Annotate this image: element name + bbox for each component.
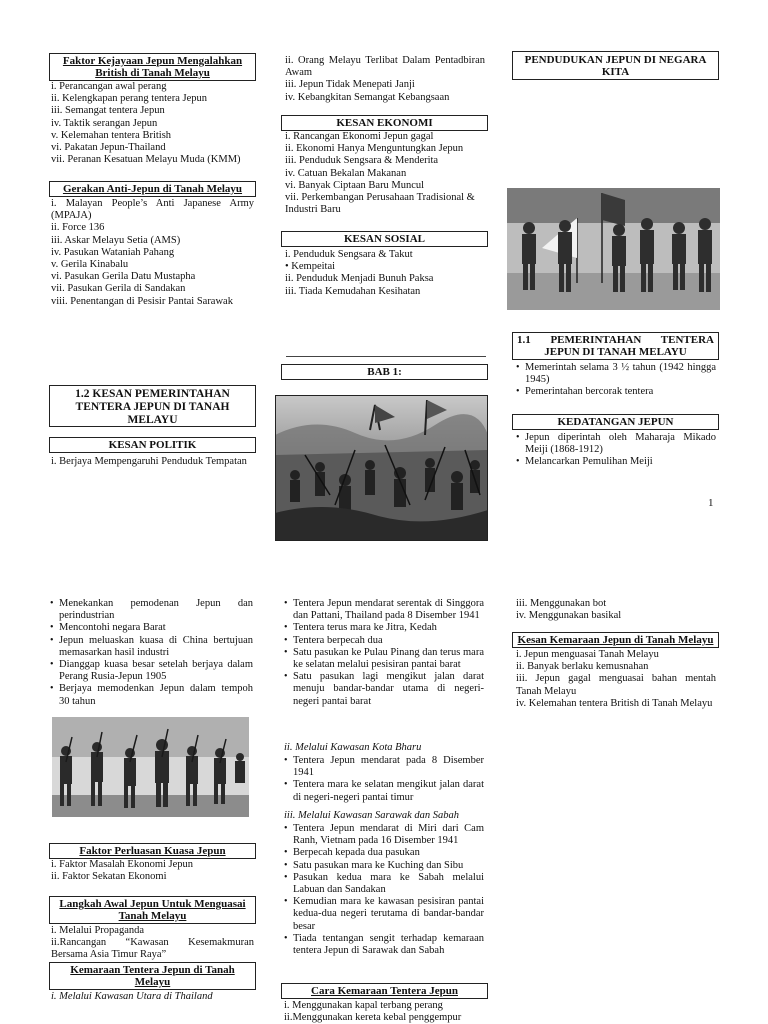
kemaraan-title — [49, 962, 256, 990]
kota-bharu-heading: ii. Melalui Kawasan Kota Bharu — [284, 742, 422, 753]
kesan-kemaraan-title-text: Kesan Kemaraan Jepun di Tanah Melayu — [517, 634, 714, 646]
list-item: • Melancarkan Pemulihan Meiji — [516, 456, 716, 468]
kedatangan-title — [512, 414, 719, 430]
list-item: • Jepun diperintah oleh Maharaja Mikado Meiji (1868-1912) — [516, 432, 716, 456]
list-item: • Tentera berpecah dua — [284, 635, 484, 647]
meiji-bullets — [50, 598, 253, 708]
section-1-1-title — [512, 332, 719, 360]
kemaraan-title-text: Kemaraan Tentera Jepun di Tanah Melayu — [70, 964, 235, 988]
list-item: iv. Catuan Bekalan Makanan — [285, 167, 407, 179]
list-item: iii. Jepun Tidak Menepati Janji — [285, 79, 415, 91]
list-item: iii. Semangat tentera Jepun — [51, 105, 165, 117]
list-item: i. Malayan People’s Anti Japanese Army (MPAJA) — [51, 198, 254, 222]
perluasan-title — [49, 843, 256, 859]
kesan-kemaraan-list — [516, 649, 716, 710]
list-item: • Satu pasukan ke Pulau Pinang dan terus mara ke selatan melalui pesisiran pantai barat — [284, 647, 484, 671]
list-item: vi. Pasukan Gerila Datu Mustapha — [51, 271, 196, 283]
pendudukan-title — [512, 51, 719, 80]
list-item: • Berjaya memodenkan Jepun dalam tempoh 30 tahun — [50, 683, 253, 707]
sarawak-sabah-bullets — [284, 823, 484, 957]
list-item: iii. Menggunakan bot — [516, 598, 607, 609]
list-item: iv. Kelemahan tentera British di Tanah Melayu — [516, 697, 713, 709]
cara-kemaraan-list — [284, 1000, 488, 1024]
list-item: iv. Pasukan Wataniah Pahang — [51, 246, 175, 258]
list-item: ii. Orang Melayu Terlibat Dalam Pentadbiran Awam — [285, 55, 485, 79]
list-item: • Tentera mara ke selatan mengikut jalan darat di negeri-negeri pantai timur — [284, 779, 484, 803]
list-item: ii.Menggunakan kereta kebal penggempur — [284, 1012, 462, 1024]
cara-kemaraan-continued-list — [516, 598, 716, 622]
list-item: • Kemudian mara ke kawasan pesisiran pantai kedua-dua negeri terutama di bandar-bandar besar — [284, 896, 484, 933]
list-item: iv. Menggunakan basikal — [516, 610, 622, 622]
list-item: i. Menggunakan kapal terbang perang — [284, 1000, 443, 1011]
list-item: ii. Banyak berlaku kemusnahan — [516, 661, 649, 673]
politik-title — [49, 437, 256, 453]
list-item: iii. Jepun gagal menguasai bahan mentah Tanah Melayu — [516, 673, 716, 697]
anti-japan-title — [49, 181, 256, 197]
list-item: vii. Pasukan Gerila di Sandakan — [51, 283, 186, 295]
kota-bharu-bullets — [284, 755, 484, 804]
list-item: ii. Ekonomi Hanya Menguntungkan Jepun — [285, 143, 464, 155]
ekonomi-title-text: KESAN EKONOMI — [336, 117, 433, 129]
list-item: v. Gerila Kinabalu — [51, 259, 129, 271]
list-item: iii. Penduduk Sengsara & Menderita — [285, 155, 439, 167]
sosial-list — [285, 249, 487, 298]
kemaraan-list — [51, 991, 254, 1003]
kedatangan-title-text: KEDATANGAN JEPUN — [557, 416, 674, 428]
cara-kemaraan-title — [281, 983, 488, 999]
list-item: i. Penduduk Sengsara & Takut — [285, 249, 413, 260]
list-item: i. Jepun menguasai Tanah Melayu — [516, 649, 659, 660]
sosial-title-text: KESAN SOSIAL — [343, 233, 425, 245]
list-item: vi. Banyak Ciptaan Baru Muncul — [285, 179, 425, 191]
list-item: iv. Kebangkitan Semangat Kebangsaan — [285, 91, 450, 103]
list-item: • Kempeitai — [285, 261, 336, 273]
langkah-awal-title — [49, 896, 256, 924]
list-item: • Memerintah selama 3 ½ tahun (1942 hingga 1945) — [516, 362, 716, 386]
success-factors-title-text: Faktor Kejayaan Jepun Mengalahkan British di Tanah Melayu — [62, 55, 243, 79]
anti-japan-list — [51, 198, 254, 308]
ekonomi-list — [285, 131, 487, 216]
thailand-route-bullets — [284, 598, 484, 708]
perluasan-list — [51, 859, 254, 883]
list-item: i. Perancangan awal perang — [51, 81, 167, 92]
list-item: ii. Kelengkapan perang tentera Jepun — [51, 93, 207, 105]
list-item: iii. Askar Melayu Setia (AMS) — [51, 234, 181, 246]
list-item: ii.Rancangan “Kawasan Kesemakmuran Bersama Asia Timur Raya” — [51, 937, 254, 961]
success-factors-list — [51, 81, 259, 166]
list-item: • Menekankan pemodenan Jepun dan perindustrian — [50, 598, 253, 622]
list-item: vii. Peranan Kesatuan Melayu Muda (KMM) — [51, 154, 241, 166]
politik-title-text: KESAN POLITIK — [108, 439, 197, 451]
list-item: viii. Penentangan di Pesisir Pantai Sarawak — [51, 295, 233, 307]
list-item: iv. Taktik serangan Jepun — [51, 117, 158, 129]
divider-line — [286, 356, 486, 357]
ekonomi-title — [281, 115, 488, 131]
list-item: v. Kelemahan tentera British — [51, 129, 172, 141]
list-item: vi. Pakatan Jepun-Thailand — [51, 142, 166, 154]
list-item: • Satu pasukan lagi mengikut jalan darat menuju bandar-bandar utama di negeri-negeri pantai barat — [284, 671, 484, 708]
page-number: 1 — [708, 497, 714, 509]
list-item: • Jepun meluaskan kuasa di China bertujuan memasarkan hasil industri — [50, 635, 253, 659]
langkah-awal-list — [51, 925, 254, 962]
list-item: ii. Force 136 — [51, 222, 105, 234]
list-item: i. Melalui Propaganda — [51, 925, 145, 936]
list-item: • Pasukan kedua mara ke Sabah melalui Labuan dan Sandakan — [284, 872, 484, 896]
list-item: • Tiada tentangan sengit terhadap kemaraan tentera Jepun di Sarawak dan Sabah — [284, 933, 484, 957]
bab-label-text: BAB 1: — [367, 366, 402, 378]
list-item: • Tentera Jepun mendarat pada 8 Disember 1941 — [284, 755, 484, 779]
section-1-1-title-text: 1.1 PEMERINTAHAN TENTERA JEPUN DI TANAH MELAYU — [517, 334, 714, 358]
list-item: i. Berjaya Mempengaruhi Penduduk Tempatan — [51, 456, 247, 467]
battle-illustration — [275, 395, 488, 541]
list-item: • Mencontohi negara Barat — [50, 622, 253, 634]
list-item: • Satu pasukan mara ke Kuching dan Sibu — [284, 860, 484, 872]
soldiers-surrender-photo — [507, 188, 720, 310]
list-item: ii. Faktor Sekatan Ekonomi — [51, 871, 167, 883]
pendudukan-title-text: PENDUDUKAN JEPUN DI NEGARA KITA — [524, 54, 707, 78]
list-item: iii. Tiada Kemudahan Kesihatan — [285, 285, 421, 297]
kedatangan-list — [516, 432, 716, 469]
langkah-awal-title-text: Langkah Awal Jepun Untuk Menguasai Tanah Melayu — [59, 898, 246, 922]
kesan-kemaraan-title — [512, 632, 719, 648]
politik-list — [51, 456, 254, 468]
politik-continued-list — [285, 55, 485, 104]
list-item: vii. Perkembangan Perusahaan Tradisional & Industri Baru — [285, 192, 475, 216]
sosial-title — [281, 231, 488, 247]
success-factors-title — [49, 53, 256, 81]
cara-kemaraan-title-text: Cara Kemaraan Tentera Jepun — [311, 985, 458, 997]
list-item: • Tentera terus mara ke Jitra, Kedah — [284, 622, 484, 634]
sarawak-sabah-heading: iii. Melalui Kawasan Sarawak dan Sabah — [284, 810, 460, 821]
section-1-2-title — [49, 385, 256, 427]
list-item: i. Rancangan Ekonomi Jepun gagal — [285, 131, 434, 142]
list-item: • Tentera Jepun mendarat serentak di Singgora dan Pattani, Thailand pada 8 Disember 1941 — [284, 598, 484, 622]
list-item: • Pemerintahan bercorak tentera — [516, 386, 716, 398]
section-1-1-list — [516, 362, 716, 399]
marching-soldiers-photo — [52, 717, 249, 817]
list-item: i. Melalui Kawasan Utara di Thailand — [51, 991, 213, 1002]
list-item: • Tentera Jepun mendarat di Miri dari Cam Ranh, Vietnam pada 16 Disember 1941 — [284, 823, 484, 847]
list-item: • Berpecah kepada dua pasukan — [284, 847, 484, 859]
list-item: • Dianggap kuasa besar setelah berjaya dalam Perang Rusia-Jepun 1905 — [50, 659, 253, 683]
section-1-2-title-text: 1.2 KESAN PEMERINTAHAN TENTERA JEPUN DI TANAH MELAYU — [75, 388, 230, 426]
anti-japan-title-text: Gerakan Anti-Jepun di Tanah Melayu — [62, 183, 243, 195]
list-item: i. Faktor Masalah Ekonomi Jepun — [51, 859, 194, 870]
list-item: ii. Penduduk Menjadi Bunuh Paksa — [285, 273, 434, 285]
perluasan-title-text: Faktor Perluasan Kuasa Jepun — [79, 845, 226, 857]
bab-label — [281, 364, 488, 380]
